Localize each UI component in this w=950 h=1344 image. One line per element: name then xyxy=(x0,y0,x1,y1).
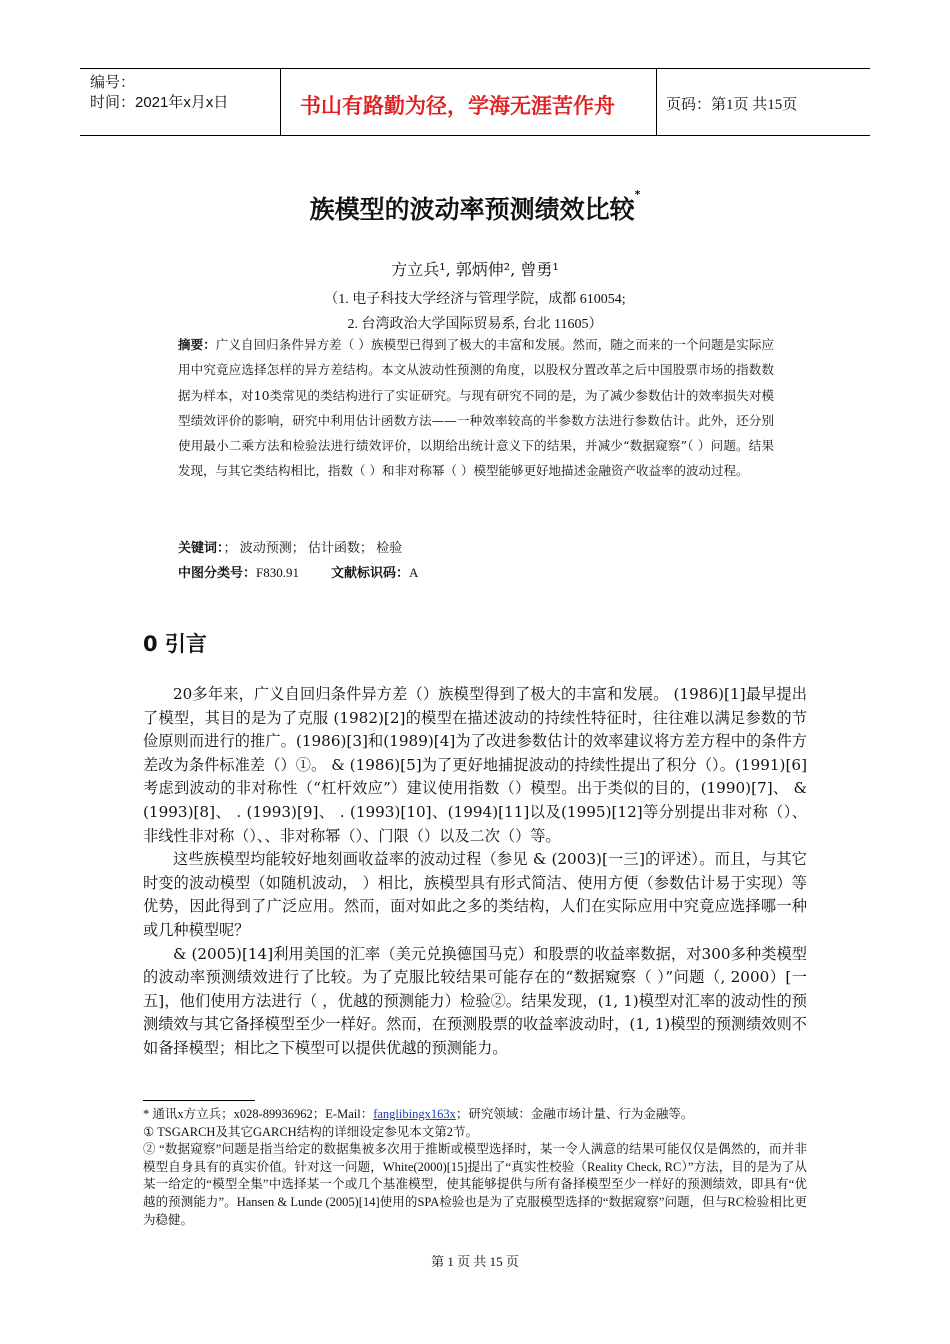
footnote-3: ② “数据窥察”问题是指当给定的数据集被多次用于推断或模型选择时，某一令人满意的结果可能仅仅是偶然的，而并非模型自身具有的真实价值。针对这一问题，White(2000)[15]提出了“真实性校验（Reality Check, RC）”方法，目的是为了从某一给定的“模型全集”中选择某一个或几个基准模型，使其能够提供与所有备择模型至少一样好的预测绩效，即具有“优越的预测能力”。Hansen & Lunde (2005)[14]使用的SPA检验也是为了克服模型选择的“数据窥察”问题，但与RC检验相比更为稳健。 xyxy=(143,1142,807,1227)
header-divider-right xyxy=(656,69,657,135)
body-text xyxy=(143,683,807,1061)
keywords-label: 关键词： xyxy=(178,541,224,556)
header-top-rule xyxy=(80,68,870,69)
classification xyxy=(178,562,418,581)
body-paragraph-2: 这些族模型均能较好地刻画收益率的波动过程（参见 & (2003)[一三]的评述）。而且，与其它时变的波动模型（如随机波动， ）相比，族模型具有形式简洁、使用方便（参数估计易于实现）等优势，因此得到了广泛应用。然而，面对如此之多的类结构，人们在实际应用中究竟应选择哪一种或几种模型呢？ xyxy=(143,850,807,939)
body-paragraph-1: 20多年来，广义自回归条件异方差（）族模型得到了极大的丰富和发展。 (1986)[1]最早提出了模型，其目的是为了克服 (1982)[2]的模型在描述波动的持续性特征时，往往难以满足参数的节俭原则而进行的推广。(1986)[3]和(1989)[4]为了改进参数估计的效率建议将方差方程中的条件方差改为条件标准差（）①。 & (1986)[5]为了更好地捕捉波动的持续性提出了积分（）。(1991)[6]考虑到波动的非对称性（“杠杆效应”）建议使用指数（）模型。出于类似的目的，(1990)[7]、 & (1993)[8]、 . (1993)[9]、 . (1993)[10]、(1994)[11]以及(1995)[12]等分别提出非对称（）、非线性非对称（）、、非对称幂（）、门限（）以及二次（）等。 xyxy=(143,685,807,845)
footnote-2: ① TSGARCH及其它GARCH结构的详细设定参见本文第2节。 xyxy=(143,1124,478,1139)
header-bottom-rule xyxy=(80,135,870,136)
paper-title xyxy=(0,190,950,226)
header-page-info: 页码：第1页 共15页 xyxy=(666,97,798,113)
header-time: 时间：2021年x月x日 xyxy=(90,94,229,111)
footnote-1: * 通讯x方立兵；x028-89936962；E-Mail：fanglibingx163x；研究领域：金融市场计量、行为金融等。 xyxy=(143,1107,694,1121)
footnotes xyxy=(143,1106,807,1229)
header-meta xyxy=(90,73,228,113)
keywords-text: ； 波动预测； 估计函数； 检验 xyxy=(223,540,403,555)
email-link[interactable]: fanglibingx163x xyxy=(373,1107,456,1121)
section-heading: 0 引言 xyxy=(143,632,207,656)
keywords xyxy=(178,537,402,556)
footnote-rule xyxy=(143,1100,255,1101)
body-paragraph-3: & (2005)[14]利用美国的汇率（美元兑换德国马克）和股票的收益率数据，对300多种类模型的波动率预测绩效进行了比较。为了克服比较结果可能存在的“数据窥察（ ）”问题（, 2000）[一五]，他们使用方法进行（ ，优越的预测能力）检验②。结果发现，(1, 1)模型对汇率的波动性的预测绩效与其它备择模型至少一样好。然而，在预测股票的收益率波动时，(1, 1)模型的预测绩效则不如备择模型；相比之下模型可以提供优越的预测能力。 xyxy=(143,944,807,1057)
affiliation-2: 2. 台湾政治大学国际贸易系, 台北 11605） xyxy=(347,317,603,332)
abstract-label: 摘要： xyxy=(178,337,216,352)
paper-authors: 方立兵¹, 郭炳伸², 曾勇¹ xyxy=(391,260,559,279)
header-motto: 书山有路勤为径，学海无涯苦作舟 xyxy=(300,94,615,118)
paper-title-mark: * xyxy=(634,188,641,201)
doc-value: A xyxy=(409,565,419,580)
clc-value: F830.91 xyxy=(256,565,299,580)
clc-label: 中图分类号： xyxy=(178,566,257,581)
page-footer: 第 1 页 共 15 页 xyxy=(431,1254,519,1269)
affiliation-1: （1. 电子科技大学经济与管理学院，成都 610054; xyxy=(324,292,626,307)
header-divider-left xyxy=(280,69,281,135)
doc-label: 文献标识码： xyxy=(331,566,410,581)
abstract-text: 广义自回归条件异方差（ ）族模型已得到了极大的丰富和发展。然而，随之而来的一个问题是实际应用中究竟应选择怎样的异方差结构。本文从波动性预测的角度，以股权分置改革之后中国股票市场的指数数据为样本，对10类常见的类结构进行了实证研究。与现有研究不同的是，为了减少参数估计的效率损失对模型绩效评价的影响，研究中利用估计函数方法——一种效率较高的半参数方法进行参数估计。此外，还分别使用最小二乘方法和检验法进行绩效评价，以期给出统计意义下的结果，并减少“数据窥察”（ ）问题。结果发现，与其它类结构相比，指数（ ）和非对称幂（ ）模型能够更好地描述金融资产收益率的波动过程。 xyxy=(178,337,774,479)
paper-title-text: 族模型的波动率预测绩效比较 xyxy=(309,195,635,224)
header-number: 编号： xyxy=(90,74,136,91)
abstract xyxy=(178,332,774,484)
